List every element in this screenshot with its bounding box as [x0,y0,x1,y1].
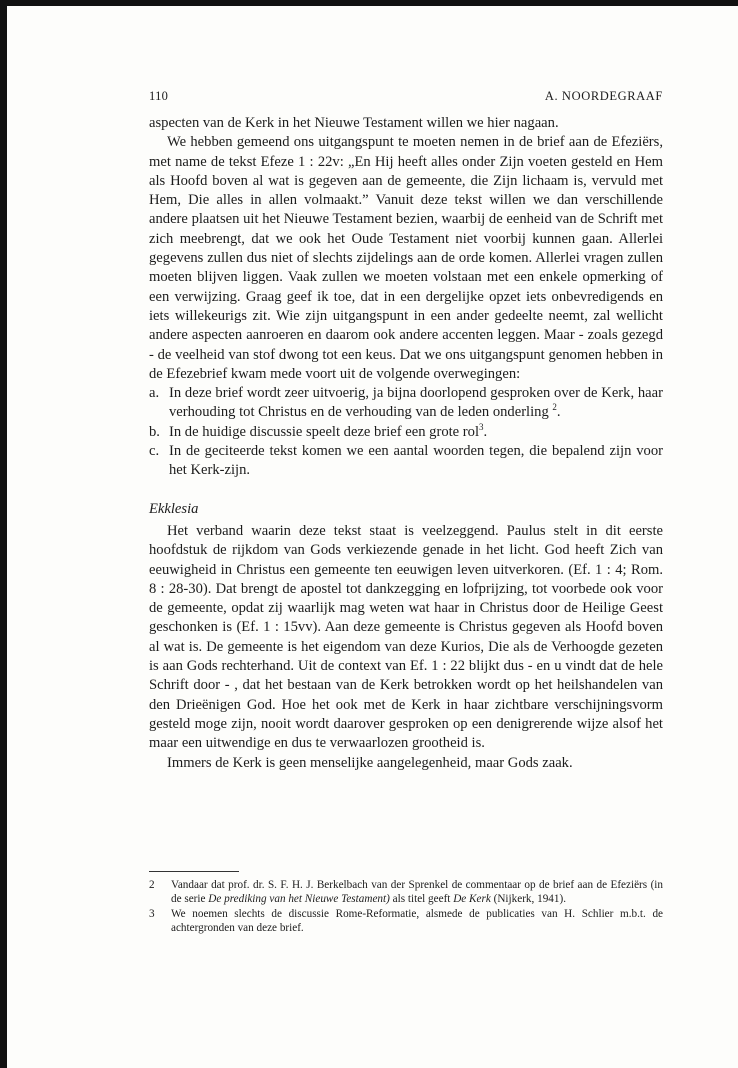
series-title: De prediking van het Nieuwe Testament) [208,893,390,905]
footnote-text: We noemen slechts de discussie Rome-Reformatie, alsmede de publicaties van H. Schlier m.b.t. de achtergronden van deze brief. [171,908,663,934]
body-text [149,114,663,773]
list-item-text: In deze brief wordt zeer uitvoerig, ja bijna doorlopend gesproken over de Kerk, haar verhouding tot Christus en de verhouding van de leden onderling [169,385,663,421]
paragraph-continuation: aspecten van de Kerk in het Nieuwe Testament willen we hier nagaan. [149,115,559,131]
footnote-ref[interactable]: 3 [479,421,484,432]
footnote-number: 2 [149,879,155,891]
list-marker: b. [149,423,160,440]
paragraph-starting-point: We hebben gemeend ons uitgangspunt te moeten nemen in de brief aan de Efeziërs, met name de tekst Efeze 1 : 22v: „En Hij heeft alles onder Zijn voeten gesteld en Hem als Hoofd boven al wat is gegeven aan de gemeente, die Zijn lichaam is, vervuld met Hem, Die alles in allen volmaakt.” Vanuit deze tekst willen we dan verschillende andere plaatsen uit het Nieuwe Testament bezien, waarbij de eenheid van de Schrift met zich meebrengt, dat we ook het Oude Testament niet voorbij kunnen gaan. Allerlei gegevens zullen dus niet of slechts zijdelings aan de orde komen. Allerlei vragen zullen moeten blijven liggen. Vaak zullen we moeten volstaan met een enkele opmerking of een verwijzing. Graag geef ik toe, dat in een dergelijke opzet iets onbevredigends en iets willekeurigs zit. Wie zijn uitgangspunt in een ander gedeelte neemt, zal wellicht andere aspecten aanroeren en daarom ook andere accenten leggen. Maar - zoals gezegd - de veelheid van stof dwong tot een keus. Dat we ons uitgangspunt genomen hebben in de Efezebrief kwam mede voort uit de volgende overwegingen: [149,134,663,382]
footnote-divider [149,871,239,872]
list-item-text: In de geciteerde tekst komen we een aantal woorden tegen, die bepalend zijn voor het Kerk-zijn. [169,443,663,479]
list-marker: a. [149,385,160,402]
footnotes [149,878,663,936]
footnote-2: 2 Vandaar dat prof. dr. S. F. H. J. Berkelbach van der Sprenkel de commentaar op de brief aan de Efeziërs (in de serie De prediking van het Nieuwe Testament) als titel geeft De Kerk (Nijkerk, 1941). [149,879,663,905]
list-item [149,442,663,481]
page-number: 110 [149,89,169,103]
considerations-list [149,384,663,480]
list-item-text: In de huidige discussie speelt deze brief een grote rol [169,423,480,440]
list-item: b. In de huidige discussie speelt deze brief een grote rol$^3$. [149,423,663,442]
paragraph-context: Het verband waarin deze tekst staat is veelzeggend. Paulus stelt in dit eerste hoofdstuk de rijkdom van Gods verkiezende genade in het licht. God heeft Zich van eeuwigheid in Christus een gemeente ten eeuwigen leven uitverkoren. (Ef. 1 : 4; Rom. 8 : 28-30). Dat brengt de apostel tot dankzegging en lofprijzing, tot voorbede ook voor de gemeente, opdat zij waarlijk mag weten wat haar in Christus door de Heilige Geest geschonken is (Ef. 1 : 15vv). Aan deze gemeente is Christus gegeven als Hoofd boven al wat is. De gemeente is het eigendom van deze Kurios, Die als de Verhoogde gezeten is aan Gods rechterhand. Uit de context van Ef. 1 : 22 blijkt dus - en u vindt dat de hele Schrift door - , dat het bestaan van de Kerk betrokken wordt op het heilshandelen van den Drieënigen God. Hoe het ook met de Kerk in haar zichtbare verschijningsvorm gesteld moge zijn, nooit wordt daarover gesproken op een denigrerende wijze alsof het maar een uitwendige en dus te verwaarlozen grootheid is. [149,522,663,752]
list-item: a. In deze brief wordt zeer uitvoerig, ja bijna doorlopend gesproken over de Kerk, haar verhouding tot Christus en de verhouding van de leden onderling $^2$. [149,384,663,423]
book-title: De Kerk [453,893,491,905]
footnote-ref[interactable]: 2 [552,402,557,413]
section-heading: Ekklesia [149,500,199,517]
footnote-number: 3 [149,908,155,920]
running-head-author: A. NOORDEGRAAF [544,89,663,103]
paragraph-church: Immers de Kerk is geen menselijke aangelegenheid, maar Gods zaak. [167,754,573,771]
footnote-3 [149,907,663,935]
list-marker: c. [149,443,160,460]
